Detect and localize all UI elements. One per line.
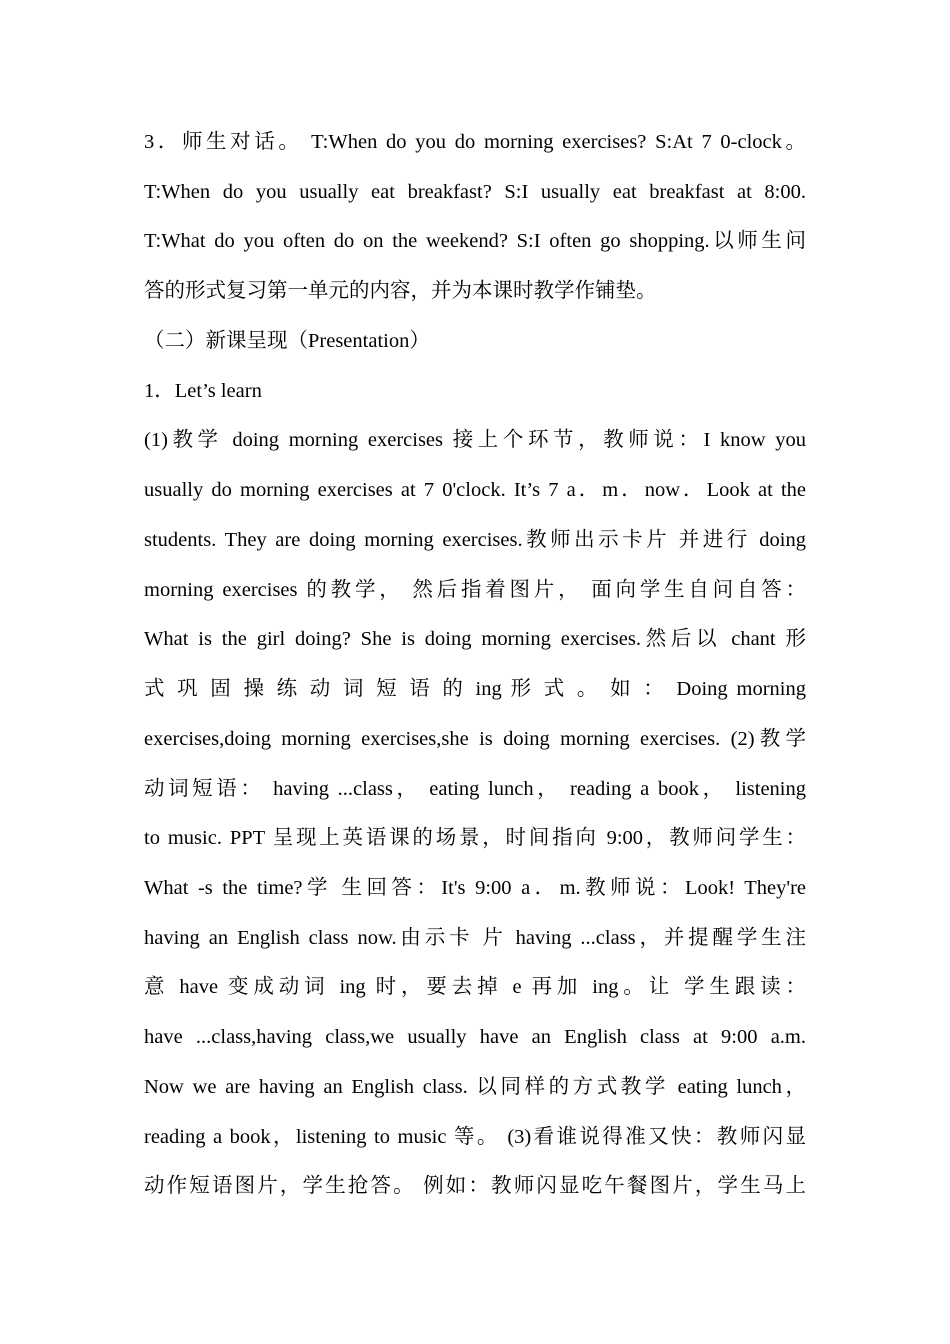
text-line: Now we are having an English class. 以同样的方式教学 eating lunch， bbox=[144, 1076, 806, 1098]
text-line: 动作短语图片，学生抢答。 例如：教师闪显吃午餐图片，学生马上 bbox=[144, 1175, 806, 1197]
text-line: students. They are doing morning exercises.教师出示卡片 并进行 doing bbox=[144, 529, 806, 551]
text-line: T:When do you usually eat breakfast? S:I usually eat breakfast at 8:00. bbox=[144, 181, 806, 203]
text-line: exercises,doing morning exercises,she is doing morning exercises. (2)教学 bbox=[144, 728, 806, 750]
text-line: having an English class now.由示卡 片 having ...class，并提醒学生注 bbox=[144, 927, 806, 949]
text-line: 意 have 变成动词 ing 时，要去掉 e 再加 ing。让 学生跟读： bbox=[144, 976, 806, 998]
text-line: What -s the time?学 生回答：It's 9:00 a．m.教师说：Look! They're bbox=[144, 877, 806, 899]
text-line: T:What do you often do on the weekend? S:I often go shopping.以师生问 bbox=[144, 230, 806, 252]
text-line: 式 巩 固 操 练 动 词 短 语 的 ing 形 式 。 如 ： Doing morning bbox=[144, 678, 806, 700]
section-heading: （二）新课呈现（Presentation） bbox=[144, 330, 430, 352]
text-line: reading a book，listening to music 等。 (3)看谁说得准又快：教师闪显 bbox=[144, 1126, 806, 1148]
text-line: 3．师生对话。 T:When do you do morning exercises? S:At 7 0-clock。 bbox=[144, 131, 806, 153]
subsection-heading: 1．Let’s learn bbox=[144, 380, 262, 402]
text-line: have ...class,having class,we usually have an English class at 9:00 a.m. bbox=[144, 1026, 806, 1048]
text-line: (1)教学 doing morning exercises 接上个环节，教师说：I know you bbox=[144, 429, 806, 451]
text-line: What is the girl doing? She is doing morning exercises.然后以 chant 形 bbox=[144, 628, 806, 650]
text-line: 动词短语： having ...class， eating lunch， reading a book， listening bbox=[144, 778, 806, 800]
text-line: usually do morning exercises at 7 0'clock. It’s 7 a．m．now．Look at the bbox=[144, 479, 806, 501]
text-line: morning exercises 的教学， 然后指着图片， 面向学生自问自答： bbox=[144, 579, 806, 601]
text-line: to music. PPT 呈现上英语课的场景，时间指向 9:00，教师问学生： bbox=[144, 827, 806, 849]
text-line: 答的形式复习第一单元的内容，并为本课时教学作铺垫。 bbox=[144, 280, 657, 302]
